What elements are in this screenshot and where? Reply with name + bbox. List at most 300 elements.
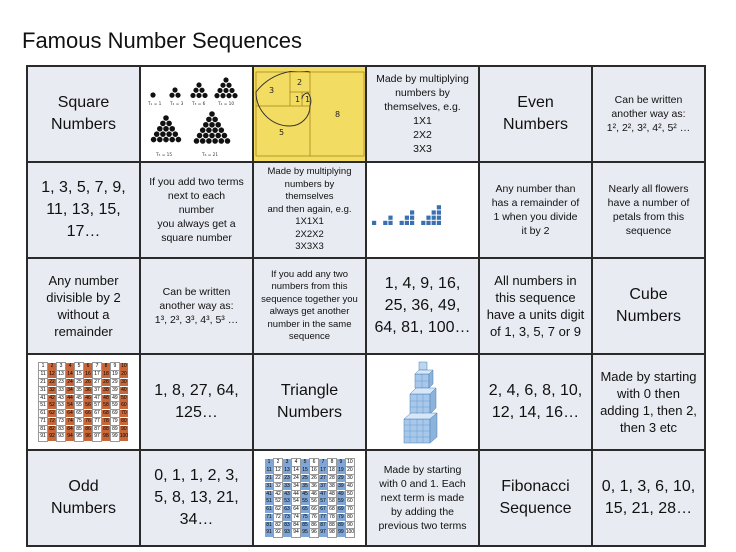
t5-label: T₅ = 15 [155, 153, 172, 158]
hundred-square-cell: 70 [347, 506, 353, 513]
hundred-square-cell: 49 [338, 490, 344, 497]
hundred-square-cell: 57 [320, 498, 326, 505]
hundred-square-cell: 88 [103, 425, 109, 432]
triangle-dots-illustration [142, 70, 252, 158]
card-odd-sequence[interactable]: 1, 3, 5, 7, 9, 11, 13, 15, 17… [28, 163, 139, 257]
triangle-dot [214, 93, 219, 98]
card-fibonacci-sequence[interactable]: 0, 1, 1, 2, 3, 5, 8, 13, 21, 34… [141, 451, 252, 545]
triangle-dot [224, 138, 230, 144]
triangle-dot [217, 88, 222, 93]
card-triangle-columns-picture[interactable] [367, 163, 478, 257]
t6-label: T₆ = 21 [201, 153, 218, 158]
hundred-square-cell: 26 [85, 378, 91, 385]
hundred-square-cell: 3 [283, 459, 291, 466]
hundred-square-cell: 21 [40, 378, 46, 385]
column-square [436, 210, 440, 214]
card-cube-numbers-label[interactable]: Cube Numbers [593, 259, 704, 353]
hundred-square-cell: 89 [112, 425, 118, 432]
hundred-square-cell: 80 [121, 417, 127, 424]
triangle-dot [203, 133, 209, 139]
triangle-dot [175, 93, 180, 98]
hundred-square-cell: 11 [40, 371, 46, 378]
hundred-square-cell: 31 [40, 386, 46, 393]
hundred-square-cell: 86 [85, 425, 91, 432]
hundred-square-cell: 22 [275, 474, 281, 481]
hundred-square-cell: 91 [266, 529, 272, 536]
hundred-square-cell: 84 [67, 425, 73, 432]
hundred-square-cell: 25 [302, 474, 308, 481]
hundred-square-cell: 88 [329, 521, 335, 528]
hundred-square-cell: 42 [275, 490, 281, 497]
triangle-dot [215, 133, 221, 139]
hundred-square-cell: 43 [58, 394, 64, 401]
triangle-dot [223, 77, 228, 82]
hundred-square-cell: 69 [112, 410, 118, 417]
hundred-square-cell: 97 [94, 433, 100, 440]
hundred-square-cell: 5 [75, 363, 83, 370]
hundred-square-cell: 62 [49, 410, 55, 417]
hundred-square-cell: 38 [103, 386, 109, 393]
hundred-square-cell: 71 [40, 417, 46, 424]
card-fibonacci-spiral-picture[interactable] [254, 67, 365, 161]
card-triangle-dots-picture[interactable] [141, 67, 252, 161]
card-even-definition[interactable]: Any number divisible by 2 without a remainder [28, 259, 139, 353]
hundred-square-cell: 82 [49, 425, 55, 432]
t4-label: T₄ = 10 [217, 102, 234, 107]
triangle-dot [218, 138, 224, 144]
hundred-square-cell: 29 [112, 378, 118, 385]
hundred-square-cell: 47 [94, 394, 100, 401]
card-triangle-sequence[interactable]: 0, 1, 3, 6, 10, 15, 21, 28… [593, 451, 704, 545]
hundred-square-cell: 16 [311, 467, 317, 474]
card-odd-units-digit[interactable]: All numbers in this sequence have a units digit of 1, 3, 5, 7 or 9 [480, 259, 591, 353]
hundred-square-cell: 30 [347, 474, 353, 481]
hundred-square-cell: 47 [320, 490, 326, 497]
triangle-dot [196, 82, 201, 87]
hundred-square-cell: 9 [111, 363, 119, 370]
hundred-square-cell: 24 [293, 474, 299, 481]
triangle-dot [218, 127, 224, 133]
triangle-dot [157, 137, 163, 143]
hundred-square-cell: 93 [284, 529, 290, 536]
hundred-square-cell: 59 [112, 402, 118, 409]
hundred-square-cell: 20 [121, 371, 127, 378]
hundred-square-cell: 90 [347, 521, 353, 528]
column-square [436, 216, 440, 220]
hundred-square-cell: 32 [49, 386, 55, 393]
triangle-dot [157, 126, 163, 132]
hundred-square-cell: 54 [293, 498, 299, 505]
hundred-square-cell: 99 [338, 529, 344, 536]
card-cube-powers[interactable]: Can be written another way as: 1³, 2³, 3³, 4³, 5³ … [141, 259, 252, 353]
golden-spiral-illustration [255, 71, 365, 157]
hundred-square-cell: 52 [49, 402, 55, 409]
hundred-square-cell: 75 [302, 513, 308, 520]
column-square [426, 216, 430, 220]
hundred-square-cell: 31 [266, 482, 272, 489]
hundred-square-cell: 65 [76, 410, 82, 417]
hundred-square-cell: 10 [121, 363, 127, 370]
card-even-hundred-square-picture[interactable] [28, 355, 139, 449]
triangle-dot [226, 93, 231, 98]
card-odd-definition[interactable]: Any number than has a remainder of 1 when you divide it by 2 [480, 163, 591, 257]
column-square [431, 221, 435, 225]
hundred-square-cell: 18 [103, 371, 109, 378]
hundred-square-cell: 40 [347, 482, 353, 489]
hundred-square-cell: 15 [76, 371, 82, 378]
hundred-square-cell: 81 [266, 521, 272, 528]
hundred-square-cell: 66 [85, 410, 91, 417]
hundred-square-cell: 95 [76, 433, 82, 440]
triangle-dot [163, 115, 169, 121]
hundred-square-cell: 2 [48, 363, 56, 370]
hundred-square-cell: 87 [94, 425, 100, 432]
hundred-square-cell: 97 [320, 529, 326, 536]
column-square [388, 221, 392, 225]
hundred-square-cell: 85 [302, 521, 308, 528]
t2-label: T₂ = 3 [169, 102, 183, 107]
hundred-square-cell: 60 [347, 498, 353, 505]
triangle-dot [226, 83, 231, 88]
hundred-square-cell: 15 [302, 467, 308, 474]
card-fibonacci-flowers[interactable]: Nearly all flowers have a number of petals from this sequence [593, 163, 704, 257]
column-square [421, 221, 425, 225]
t1-label: T₁ = 1 [147, 102, 161, 107]
card-stacked-cubes-picture[interactable] [367, 355, 478, 449]
hundred-square-cell: 13 [284, 467, 290, 474]
hundred-square-cell: 91 [40, 433, 46, 440]
hundred-square-cell: 72 [49, 417, 55, 424]
hundred-square-cell: 39 [338, 482, 344, 489]
hundred-square-cell: 83 [284, 521, 290, 528]
hundred-square-cell: 68 [329, 506, 335, 513]
hundred-square-cell: 77 [320, 513, 326, 520]
hundred-square-cell: 46 [85, 394, 91, 401]
hundred-square-cell: 92 [275, 529, 281, 536]
card-even-sequence[interactable]: 2, 4, 6, 8, 10, 12, 14, 16… [480, 355, 591, 449]
hundred-square-cell: 55 [302, 498, 308, 505]
hundred-square-cell: 37 [320, 482, 326, 489]
hundred-square-cell: 83 [58, 425, 64, 432]
hundred-square-cell: 7 [93, 363, 101, 370]
column-square [388, 216, 392, 220]
triangle-dot [220, 83, 225, 88]
hundred-square-cell: 45 [302, 490, 308, 497]
card-triangle-numbers-label[interactable]: Triangle Numbers [254, 355, 365, 449]
hundred-square-cell: 11 [266, 467, 272, 474]
hundred-square-cell: 4 [66, 363, 74, 370]
hundred-square-cell: 96 [85, 433, 91, 440]
triangle-dot [150, 137, 156, 143]
hundred-square-cell: 21 [266, 474, 272, 481]
triangle-dot [160, 131, 166, 137]
hundred-square-cell: 33 [284, 482, 290, 489]
hundred-square-cell: 50 [347, 490, 353, 497]
card-triangle-definition[interactable]: Made by starting with 0 then adding 1, then 2, then 3 etc [593, 355, 704, 449]
hundred-square-cell: 79 [112, 417, 118, 424]
hundred-square-cell: 75 [76, 417, 82, 424]
hundred-square-cell: 78 [329, 513, 335, 520]
hundred-square-cell: 18 [329, 467, 335, 474]
card-square-definition[interactable]: Made by multiplying numbers by themselves, e.g. 1X1 2X2 3X3 [367, 67, 478, 161]
hundred-square-cell: 23 [58, 378, 64, 385]
hundred-square-cell: 61 [266, 506, 272, 513]
hundred-square-cell: 36 [311, 482, 317, 489]
hundred-square-cell: 19 [112, 371, 118, 378]
card-square-numbers-label[interactable]: Square Numbers [28, 67, 139, 161]
triangle-dot [209, 133, 215, 139]
hundred-square-cell: 12 [49, 371, 55, 378]
triangle-dot [209, 122, 215, 128]
column-square [410, 216, 414, 220]
column-square [404, 216, 408, 220]
triangle-dot [232, 93, 237, 98]
hundred-square-cell: 84 [293, 521, 299, 528]
triangle-dot [215, 122, 221, 128]
sequence-card-grid [26, 65, 706, 547]
triangle-dot [206, 117, 212, 123]
hundred-square-cell: 64 [67, 410, 73, 417]
hundred-square-cell: 56 [85, 402, 91, 409]
hundred-square-cell: 30 [121, 378, 127, 385]
spiral-label-1b: 1 [294, 95, 300, 104]
triangle-dot [190, 93, 195, 98]
hundred-square-cell: 38 [329, 482, 335, 489]
hundred-square-cell: 60 [121, 402, 127, 409]
card-square-sequence[interactable]: 1, 4, 9, 16, 25, 36, 49, 64, 81, 100… [367, 259, 478, 353]
hundred-square-cell: 26 [311, 474, 317, 481]
hundred-square-cell: 67 [320, 506, 326, 513]
hundred-square-cell: 90 [121, 425, 127, 432]
hundred-square-cell: 3 [57, 363, 65, 370]
hundred-square-cell: 67 [94, 410, 100, 417]
hundred-square-cell: 51 [40, 402, 46, 409]
column-square [431, 216, 435, 220]
card-triangle-property[interactable]: If you add two terms next to each number you always get a square number [141, 163, 252, 257]
hundred-square-cell: 22 [49, 378, 55, 385]
hundred-square-cell: 36 [85, 386, 91, 393]
hundred-square-cell: 81 [40, 425, 46, 432]
triangle-dot [163, 126, 169, 132]
hundred-square-cell: 94 [67, 433, 73, 440]
hundred-square-cell: 62 [275, 506, 281, 513]
hundred-square-cell: 14 [67, 371, 73, 378]
card-odd-numbers-label[interactable]: Odd Numbers [28, 451, 139, 545]
stacked-cubes-illustration [398, 359, 448, 445]
triangle-dot [169, 93, 174, 98]
hundred-square-cell: 45 [76, 394, 82, 401]
hundred-square-cell: 23 [284, 474, 290, 481]
spiral-label-3: 3 [268, 86, 274, 95]
hundred-square-cell: 79 [338, 513, 344, 520]
triangle-dot [202, 93, 207, 98]
triangle-dot [229, 88, 234, 93]
hundred-square-cell: 42 [49, 394, 55, 401]
hundred-square-cell: 76 [85, 417, 91, 424]
column-square [436, 221, 440, 225]
hundred-square-cell: 65 [302, 506, 308, 513]
triangle-dot [172, 131, 178, 137]
hundred-square-cell: 94 [293, 529, 299, 536]
hundred-square-cell: 20 [347, 467, 353, 474]
triangle-dot [212, 138, 218, 144]
hundred-square-cell: 64 [293, 506, 299, 513]
hundred-square-cell: 95 [302, 529, 308, 536]
triangle-dot [166, 131, 172, 137]
t3-label: T₃ = 6 [191, 102, 205, 107]
hundred-square-cell: 73 [284, 513, 290, 520]
hundred-square-cell: 41 [266, 490, 272, 497]
hundred-square-cell: 41 [40, 394, 46, 401]
hundred-square-cell: 33 [58, 386, 64, 393]
column-square [436, 205, 440, 209]
triangle-dot [160, 121, 166, 127]
hundred-square-cell: 63 [284, 506, 290, 513]
hundred-square-cell: 48 [103, 394, 109, 401]
hundred-square-cell: 1 [39, 363, 47, 370]
hundred-square-cell: 44 [67, 394, 73, 401]
card-fibonacci-label[interactable]: Fibonacci Sequence [480, 451, 591, 545]
hundred-square-cell: 40 [121, 386, 127, 393]
card-even-numbers-label[interactable]: Even Numbers [480, 67, 591, 161]
hundred-square-cell: 86 [311, 521, 317, 528]
triangle-dot [196, 93, 201, 98]
triangle-dot [150, 92, 155, 97]
hundred-square-cell: 51 [266, 498, 272, 505]
hundred-square-cell: 76 [311, 513, 317, 520]
hundred-square-cell: 89 [338, 521, 344, 528]
column-square [383, 221, 387, 225]
hundred-square-cell: 35 [302, 482, 308, 489]
spiral-label-1a: 1 [304, 95, 310, 104]
triangle-dot [169, 137, 175, 143]
hundred-square-cell: 50 [121, 394, 127, 401]
hundred-square-blue [265, 459, 354, 536]
card-cube-definition[interactable]: Made by multiplying numbers by themselves and then again, e.g. 1X1X1 2X2X2 3X3X3 [254, 163, 365, 257]
triangle-dot [199, 88, 204, 93]
hundred-square-cell: 34 [67, 386, 73, 393]
hundred-square-cell: 92 [49, 433, 55, 440]
hundred-square-cell: 55 [76, 402, 82, 409]
hundred-square-cell: 98 [103, 433, 109, 440]
column-square [404, 221, 408, 225]
card-cube-sequence[interactable]: 1, 8, 27, 64, 125… [141, 355, 252, 449]
hundred-square-cell: 43 [284, 490, 290, 497]
triangle-columns-illustration [368, 190, 478, 230]
page-title: Famous Number Sequences [22, 28, 303, 53]
spiral-label-2: 2 [296, 78, 302, 87]
hundred-square-cell: 54 [67, 402, 73, 409]
hundred-square-orange [39, 363, 128, 440]
hundred-square-cell: 96 [311, 529, 317, 536]
hundred-square-cell: 8 [102, 363, 110, 370]
hundred-square-cell: 10 [347, 459, 353, 466]
triangle-dot [212, 127, 218, 133]
hundred-square-cell: 85 [76, 425, 82, 432]
hundred-square-cell: 5 [301, 459, 309, 466]
column-square [431, 210, 435, 214]
hundred-square-cell: 12 [275, 467, 281, 474]
column-square [410, 210, 414, 214]
hundred-square-cell: 100 [119, 433, 129, 440]
hundred-square-cell: 82 [275, 521, 281, 528]
hundred-square-cell: 49 [112, 394, 118, 401]
card-fibonacci-definition[interactable]: Made by starting with 0 and 1. Each next term is made by adding the previous two terms [367, 451, 478, 545]
triangle-dot [193, 138, 199, 144]
triangle-dot [203, 122, 209, 128]
hundred-square-cell: 100 [345, 529, 355, 536]
hundred-square-cell: 24 [67, 378, 73, 385]
hundred-square-cell: 4 [292, 459, 300, 466]
card-square-powers[interactable]: Can be written another way as: 1², 2², 3², 4², 5² … [593, 67, 704, 161]
hundred-square-cell: 17 [320, 467, 326, 474]
hundred-square-cell: 16 [85, 371, 91, 378]
hundred-square-cell: 53 [284, 498, 290, 505]
triangle-dot [193, 88, 198, 93]
triangle-dot [209, 111, 215, 117]
triangle-dot [206, 138, 212, 144]
hundred-square-cell: 9 [337, 459, 345, 466]
hundred-square-cell: 28 [329, 474, 335, 481]
hundred-square-cell: 28 [103, 378, 109, 385]
hundred-square-cell: 37 [94, 386, 100, 393]
triangle-dot [223, 88, 228, 93]
spiral-label-8: 8 [334, 110, 340, 119]
hundred-square-cell: 71 [266, 513, 272, 520]
card-odd-hundred-square-picture[interactable] [254, 451, 365, 545]
hundred-square-cell: 19 [338, 467, 344, 474]
hundred-square-cell: 52 [275, 498, 281, 505]
hundred-square-cell: 58 [103, 402, 109, 409]
triangle-dot [199, 138, 205, 144]
triangle-dot [196, 133, 202, 139]
hundred-square-cell: 44 [293, 490, 299, 497]
hundred-square-cell: 2 [274, 459, 282, 466]
hundred-square-cell: 35 [76, 386, 82, 393]
hundred-square-cell: 73 [58, 417, 64, 424]
hundred-square-cell: 25 [76, 378, 82, 385]
hundred-square-cell: 74 [293, 513, 299, 520]
hundred-square-cell: 58 [329, 498, 335, 505]
hundred-square-cell: 66 [311, 506, 317, 513]
spiral-label-5: 5 [278, 128, 284, 137]
hundred-square-cell: 32 [275, 482, 281, 489]
hundred-square-cell: 63 [58, 410, 64, 417]
hundred-square-cell: 6 [84, 363, 92, 370]
column-square [410, 221, 414, 225]
hundred-square-cell: 78 [103, 417, 109, 424]
triangle-dot [220, 93, 225, 98]
hundred-square-cell: 8 [328, 459, 336, 466]
hundred-square-cell: 99 [112, 433, 118, 440]
triangle-dot [221, 133, 227, 139]
hundred-square-cell: 68 [103, 410, 109, 417]
hundred-square-cell: 56 [311, 498, 317, 505]
triangle-dot [163, 137, 169, 143]
hundred-square-cell: 29 [338, 474, 344, 481]
triangle-dot [206, 127, 212, 133]
hundred-square-cell: 77 [94, 417, 100, 424]
triangle-dot [172, 87, 177, 92]
hundred-square-cell: 17 [94, 371, 100, 378]
triangle-dot [212, 117, 218, 123]
card-even-property[interactable]: If you add any two numbers from this sequence together you always get another number in the same sequence [254, 259, 365, 353]
triangle-dot [169, 126, 175, 132]
hundred-square-cell: 46 [311, 490, 317, 497]
hundred-square-cell: 48 [329, 490, 335, 497]
triangle-dot [153, 131, 159, 137]
hundred-square-cell: 7 [319, 459, 327, 466]
